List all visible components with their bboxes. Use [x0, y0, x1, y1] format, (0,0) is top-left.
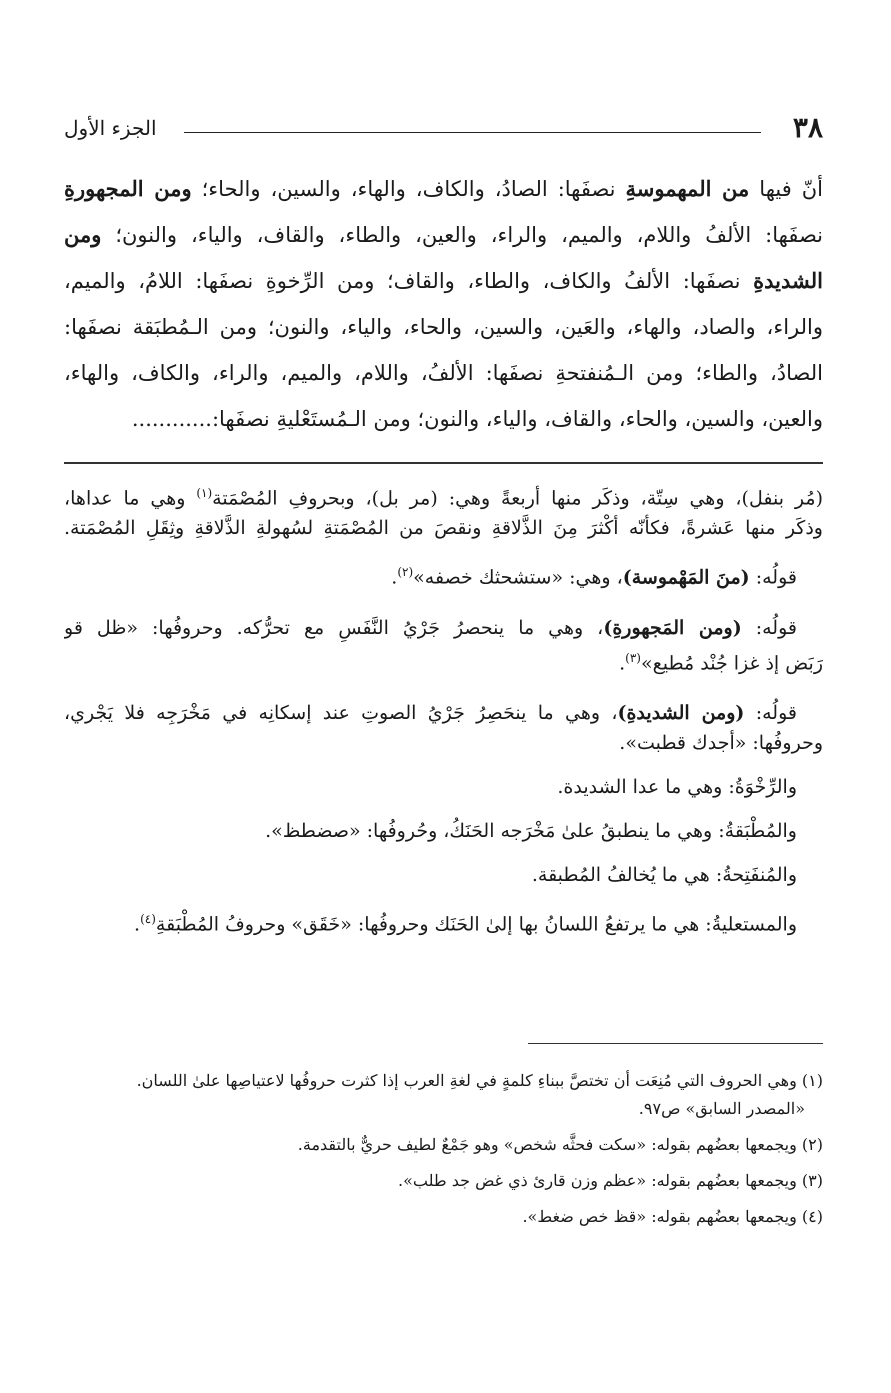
main-text-line: [64, 396, 823, 442]
footnote-1-source: «المصدر السابق» ص٩٧.: [638, 1099, 805, 1118]
footnote-ref[interactable]: (٣): [625, 650, 641, 665]
footnote-rule: [528, 1043, 823, 1044]
section-divider: [64, 462, 823, 464]
commentary-line: والمستعليةُ: هي ما يرتفعُ اللسانُ بها إلىٰ الحَنَك وحروفُها: «خَقَق» وحروفُ المُطْبَقةِ$^{(٤)}$.: [134, 911, 797, 936]
commentary-line: وحروفُها: «أجدك قطبت».: [619, 731, 823, 754]
running-header: [64, 108, 823, 148]
bold-term: الشديدةِ: [753, 268, 823, 293]
footnote-4: (٤) ويجمعها بعضُهم بقوله: «قظ خص ضغط».: [522, 1207, 823, 1226]
text-run: الصادُ، والطاء؛ ومن الـمُنفتحةِ نصفَها: الألفُ، واللام، والميم، والراء، والكاف، والهاء،: [64, 361, 823, 385]
part-title: الجزء الأول: [64, 116, 157, 140]
text-run: والراء، والصاد، والهاء، والعَين، والسين، والحاء، والياء، والنون؛ ومن الـمُطبَقة نصفَها:: [64, 315, 823, 339]
main-text-line: [64, 304, 823, 350]
main-text-line: [64, 350, 823, 396]
commentary-line: والرِّخْوَةُ: وهي ما عدا الشديدة.: [557, 775, 797, 798]
bold-term: ومن المجهورةِ: [64, 176, 192, 201]
text-run: والعين، والسين، والحاء، والقاف، والياء، والنون؛ ومن الـمُستَعْليةِ نصفَها:............: [131, 407, 823, 431]
commentary-line: رَبَض إذ غزا جُنْد مُطيع»$^{(٣)}$.: [619, 650, 823, 674]
text-run: نصفَها: الألفُ والكاف، والطاء، والقاف؛ ومن الرِّخوةِ نصفَها: اللامُ، والميم،: [64, 269, 754, 293]
footnote-3: (٣) ويجمعها بعضُهم بقوله: «عظم وزن قارئ ذي غض جد طلب».: [397, 1171, 823, 1190]
commentary-line: (مُر بنفل)، وهي سِتّة، وذكَر منها أربعةً وهي: (مر بل)، وبحروفِ المُصْمَتة$^{(١)}$ وهي ما عداها،: [64, 486, 823, 510]
commentary: [64, 478, 823, 939]
header-rule: [184, 132, 761, 133]
text-run: نصفَها: الصادُ، والكاف، والهاء، والسين، والحاء؛: [191, 177, 626, 201]
main-text: [64, 166, 823, 442]
bold-term: ومن: [64, 222, 102, 247]
footnote-ref[interactable]: (٤): [140, 911, 156, 926]
main-text-line: [64, 166, 823, 212]
main-text-line: [64, 212, 823, 258]
commentary-line: والمُطْبَقةُ: وهي ما ينطبقُ علىٰ مَخْرَجه الحَنَكُ، وحُروفُها: «صضطظ».: [265, 819, 797, 842]
commentary-line: قولُه: (ومن الشديدةِ)، وهي ما ينحَصِرُ جَرْيُ الصوتِ عند إسكانِه في مَخْرَجِه فلا يَجْري،: [64, 701, 797, 724]
footnote-ref[interactable]: (١): [196, 486, 213, 500]
text-run: أنّ فيها: [749, 177, 823, 201]
page-number: ٣٨: [792, 111, 823, 144]
main-text-line: [64, 258, 823, 304]
footnote-1: (١) وهي الحروف التي مُنِعَت أن تختصَّ ببناءِ كلمةٍ في لغةِ العرب إذا كثرت حروفُها لاعتياصِها علىٰ اللسان.: [136, 1071, 823, 1090]
commentary-line: وذكَر منها عَشرةً، فكأنّه أكْثرَ مِنَ الذَّلاقةِ ونقصَ من المُصْمَتةِ لسُهولةِ الذَّلاقةِ وثِقَلِ المُصْمَتة.: [64, 517, 823, 540]
footnote-ref[interactable]: (٢): [397, 565, 414, 580]
text-run: نصفَها: الألفُ واللام، والميم، والراء، والعين، والطاء، والقاف، والياء، والنون؛: [101, 223, 823, 247]
footnotes: [64, 1068, 823, 1240]
bold-term: من المهموسةِ: [625, 176, 750, 201]
commentary-line: قولُه: (منَ المَهْموسة)، وهي: «ستشحثك خصفه»$^{(٢)}$.: [391, 565, 797, 589]
footnote-2: (٢) ويجمعها بعضُهم بقوله: «سكت فحثَّه شخص» وهو جَمْعٌ لطيف حريٌّ بالتقدمة.: [297, 1135, 823, 1154]
commentary-line: والمُنفَتِحةُ: هي ما يُخالفُ المُطبقة.: [531, 863, 797, 886]
commentary-line: قولُه: (ومن المَجهورةِ)، وهي ما ينحصرُ جَرْيُ النَّفَسِ مع تحرُّكه. وحروفُها: «ظل قو: [64, 616, 797, 639]
